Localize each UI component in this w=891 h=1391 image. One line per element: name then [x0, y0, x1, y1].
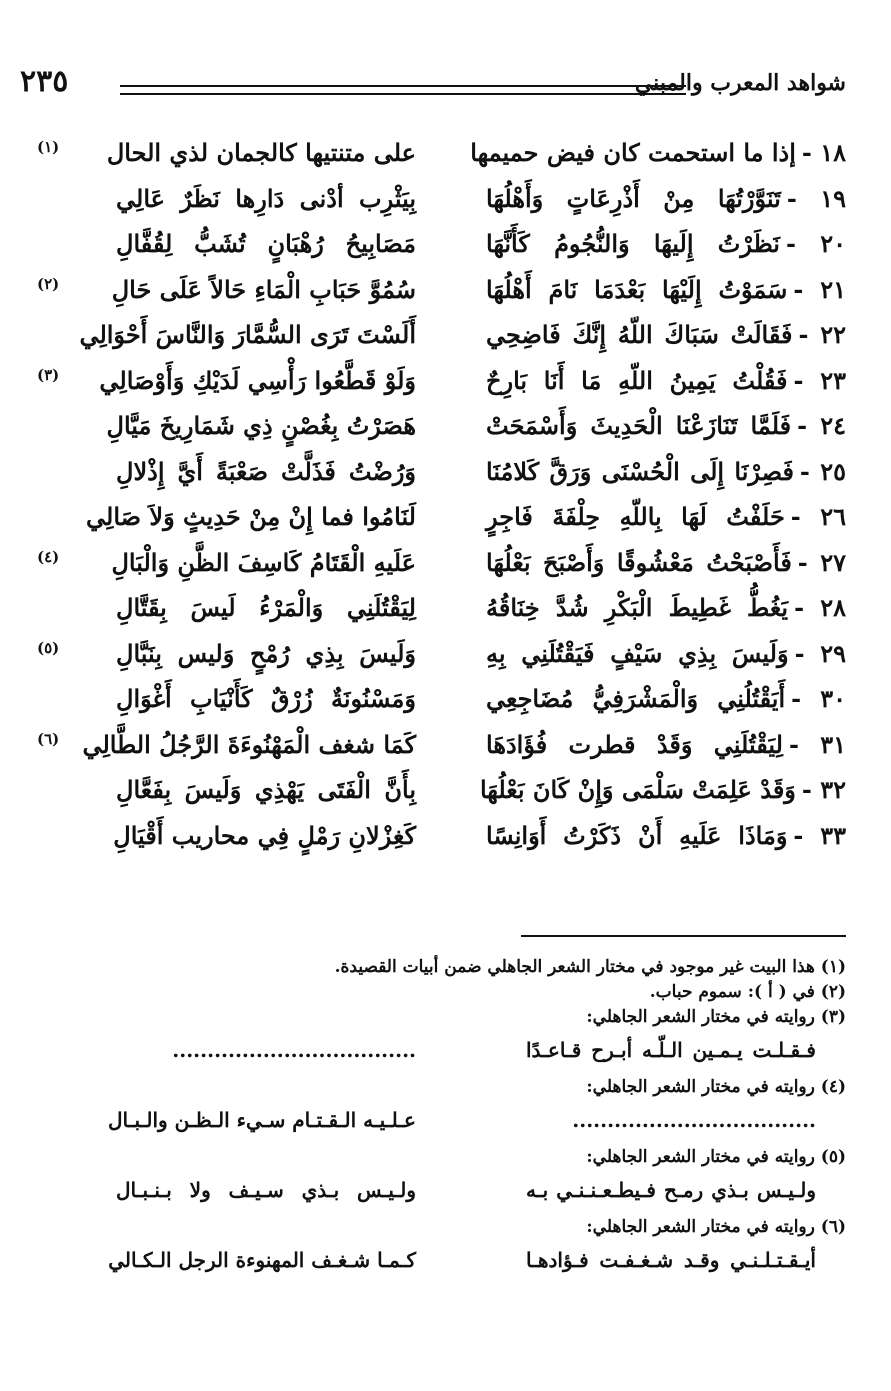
verse-first-hemistich — [486, 639, 846, 668]
verse-row — [95, 229, 846, 275]
footnote-6-verse — [90, 1240, 846, 1285]
verse-first-hemistich-text: فَلَمَّا تَنَازَعْنَا الْحَدِيثَ وَأَسْمَحَتْ — [486, 411, 792, 440]
verse-first-hemistich-text: لِيَقْتُلَنِي وَقَدْ قطرت فُؤَادَهَا — [486, 729, 783, 759]
footnote-4-verse — [90, 1100, 846, 1145]
verse-first-hemistich — [479, 775, 846, 804]
footnote-3-verse-right: فـقـلـت يـمـين الـلّـه أبـرح قـاعـدًا — [526, 1038, 816, 1062]
footnote-3-intro: (٣) روايته في مختار الشعر الجاهلي: — [586, 1007, 846, 1027]
verse-row — [37, 638, 846, 685]
verse-number: ٣٠ - — [791, 684, 846, 713]
verse-first-hemistich-text: تَنَوَّرْتُهَا مِنْ أَذْرِعَاتٍ وَأَهْلُهَا — [486, 183, 781, 213]
footnote-5-verse-right: ولـيـس بـذي رمـح فـيطـعـنـنـي بـه — [526, 1178, 816, 1202]
verse-first-hemistich — [486, 684, 846, 713]
verse-first-hemistich-text: نَظَرْتُ إِلَيهَا وَالنُّجُومُ كَأَنَّهَا — [486, 229, 780, 258]
verse-second-hemistich: هَصَرْتُ بِغُصْنٍ ذِي شَمَارِيخَ مَيَّالِ — [106, 411, 416, 440]
verse-second-hemistich: لِيَقْتُلَنِي وَالْمَرْءُ لَيسَ بِقَتَّالِ — [116, 593, 416, 622]
footnote-marker: (٣) — [37, 365, 60, 384]
verse-first-hemistich — [486, 320, 846, 349]
footnote-marker: (١) — [37, 138, 60, 156]
verse-number: ٢٩ - — [794, 638, 846, 668]
verse-second-hemistich: لَنَامُوا فما إِنْ مِنْ حَدِيثٍ وَلاَ صَالِي — [86, 502, 416, 531]
footnote-4-verse-left: عـلـيـه الـقـتـام سـيء الـظـن والـبـال — [108, 1108, 416, 1132]
verse-first-hemistich — [486, 366, 846, 395]
verse-row — [37, 138, 846, 184]
footnote-5-verse — [90, 1170, 846, 1215]
verse-number: ٢٥ - — [799, 456, 846, 486]
verse-number: ٢٣ - — [793, 365, 846, 395]
verse-first-hemistich — [486, 184, 846, 213]
verse-row — [95, 684, 846, 730]
verse-number: ٢١ - — [793, 274, 846, 304]
verse-first-hemistich-text: حَلَفْتُ لَهَا بِاللّهِ حِلْفَةَ فَاجِرٍ — [486, 502, 785, 531]
footnote-3-verse — [90, 1030, 846, 1075]
verse-second-hemistich: وَمَسْنُونَةٌ زُرْقٌ كَأَنْيَابِ أَغْوَالِ — [116, 684, 416, 713]
verse-second-hemistich: بِيَثْرِب أدْنى دَارِها نَظَرٌ عَالِي — [116, 183, 416, 213]
footnote-4-verse-right: ................................... — [572, 1108, 816, 1132]
page-number: ٢٣٥ — [20, 64, 69, 99]
verse-row — [37, 729, 846, 776]
verse-number: ٢٠ - — [785, 229, 846, 258]
verse-row — [37, 365, 846, 412]
verse-row — [95, 775, 846, 821]
verse-second-hemistich: وَلَوْ قَطَّعُوا رَأْسِي لَدَيْكِ وَأَوْصَالِي — [99, 365, 416, 395]
verse-second-hemistich: سُمُوَّ حَبَابِ الْمَاءِ حَالاً عَلَى حَالِ — [111, 274, 416, 304]
running-title: شواهد المعرب والمبني — [634, 70, 846, 96]
footnote-3-verse-left: ................................... — [172, 1038, 416, 1062]
verse-row — [95, 184, 846, 230]
verse-number: ٢٦ - — [790, 502, 846, 531]
verse-second-hemistich: على متنتيها كالجمان لذي الحال — [106, 138, 416, 167]
verse-first-hemistich — [486, 548, 846, 577]
verse-number: ١٨ - — [801, 138, 846, 167]
verse-first-hemistich-text: وَقَدْ عَلِمَتْ سَلْمَى وَإِنْ كَانَ بَعْلُهَا — [479, 775, 796, 804]
verse-first-hemistich-text: فَصِرْنَا إِلَى الْحُسْنَى وَرَقَّ كَلامُنَا — [486, 456, 794, 486]
verse-first-hemistich-text: أَيَقْتُلُنِي وَالْمَشْرَفِيُّ مُضَاجِعِي — [486, 684, 786, 713]
verse-first-hemistich — [486, 730, 846, 759]
verse-second-hemistich: عَلَيهِ الْقَتَامُ كَاسِفَ الظَّنِ وَالْبَالِ — [111, 547, 416, 577]
footnote-marker: (٢) — [37, 274, 60, 293]
verse-row — [37, 547, 846, 594]
verse-first-hemistich — [486, 821, 846, 850]
footnote-6-verse-left: كـمـا شـغـف المهنوءة الرجل الـكـالي — [108, 1248, 416, 1272]
verse-row — [95, 457, 846, 503]
verse-row — [37, 274, 846, 321]
verse-number: ١٩ - — [786, 183, 846, 213]
verse-number: ٢٢ - — [798, 320, 846, 349]
header-rule — [120, 85, 686, 95]
verse-second-hemistich: مَصَابِيحُ رُهْبَانٍ تُشَبُّ لِقُفَّالِ — [116, 229, 416, 258]
footnote-5-verse-left: ولـيـس بـذي سـيـف ولا بـنـبـال — [116, 1178, 416, 1202]
footnote-5-intro: (٥) روايته في مختار الشعر الجاهلي: — [586, 1147, 846, 1167]
page-header — [20, 64, 846, 110]
verse-first-hemistich-text: فَقُلْتُ يَمِينُ اللّهِ مَا أَنَا بَارِحٌ — [486, 365, 788, 395]
verse-second-hemistich: وَلَيسَ بِذِي رُمْحٍ وَليس بِنَبَّالِ — [116, 638, 416, 668]
verse-number: ٢٨ - — [794, 593, 846, 622]
footnote-1: (١) هذا البيت غير موجود في مختار الشعر الجاهلي ضمن أبيات القصيدة. — [334, 957, 846, 977]
verse-row — [79, 320, 846, 366]
verse-first-hemistich — [486, 457, 846, 486]
verse-number: ٣٣ - — [793, 820, 846, 850]
verse-second-hemistich: أَلَسْتَ تَرَى السُّمَّارَ وَالنَّاسَ أَحْوَالِي — [79, 320, 416, 349]
verse-first-hemistich-text: وَمَاذَا عَلَيهِ أَنْ ذَكَرْتُ أَوَانِسًا — [486, 820, 788, 850]
verse-first-hemistich — [486, 593, 846, 622]
verse-first-hemistich — [470, 138, 846, 167]
verse-first-hemistich — [486, 275, 846, 304]
footnote-2: (٢) في ( أ ): سموم حباب. — [649, 982, 846, 1002]
verse-first-hemistich-text: سَمَوْتُ إِلَيْهَا بَعْدَمَا نَامَ أَهْلُهَا — [486, 274, 788, 304]
verse-second-hemistich: كَغِزْلانِ رَمْلٍ فِي محاريب أَقْيَالِ — [113, 820, 416, 850]
verse-row — [95, 593, 846, 639]
verse-number: ٣١ - — [788, 729, 846, 759]
verse-first-hemistich-text: فَأَصْبَحْتُ مَعْشُوقًا وَأَصْبَحَ بَعْلُهَا — [486, 547, 792, 577]
verse-row — [95, 821, 846, 867]
verse-first-hemistich-text: يَغُطُّ غَطِيطَ الْبَكْرِ شُدَّ خِنَاقُهُ — [486, 593, 789, 622]
verse-number: ٣٢ - — [801, 775, 846, 804]
verse-first-hemistich — [486, 229, 846, 258]
footnote-6-intro: (٦) روايته في مختار الشعر الجاهلي: — [586, 1217, 846, 1237]
verse-number: ٢٤ - — [797, 411, 846, 440]
verse-first-hemistich-text: إذا ما استحمت كان فيض حميمها — [470, 138, 796, 167]
verse-first-hemistich-text: وَلَيسَ بِذِي سَيْفٍ فَيَقْتُلَنِي بِهِ — [486, 638, 789, 668]
footnotes — [90, 955, 846, 1285]
footnote-4-intro: (٤) روايته في مختار الشعر الجاهلي: — [586, 1077, 846, 1097]
verse-first-hemistich — [486, 502, 846, 531]
verse-row — [86, 502, 846, 548]
verse-row — [95, 411, 846, 457]
footnote-marker: (٦) — [37, 729, 60, 748]
verse-first-hemistich-text: فَقَالَتْ سَبَاكَ اللّهُ إِنَّكَ فَاضِحِي — [486, 320, 793, 349]
footnote-marker: (٤) — [37, 547, 60, 566]
verse-second-hemistich: كَمَا شغف الْمَهْنُوءَةَ الرَّجُلُ الطَّالِي — [82, 729, 416, 759]
verse-second-hemistich: بِأَنَّ الْفَتَى يَهْذِي وَلَيسَ بِفَعَّالِ — [116, 775, 416, 804]
poem-verses — [37, 138, 846, 866]
footnote-rule — [521, 935, 846, 937]
footnote-marker: (٥) — [37, 638, 60, 657]
verse-second-hemistich: وَرُضْتُ فَذَلَّتْ صَعْبَةً أَيَّ إِذْلالِ — [116, 456, 416, 486]
footnote-6-verse-right: أيـقـتـلـنـي وقـد شـغـفـت فـؤادهـا — [526, 1248, 816, 1272]
verse-first-hemistich — [486, 411, 846, 440]
verse-number: ٢٧ - — [797, 547, 846, 577]
